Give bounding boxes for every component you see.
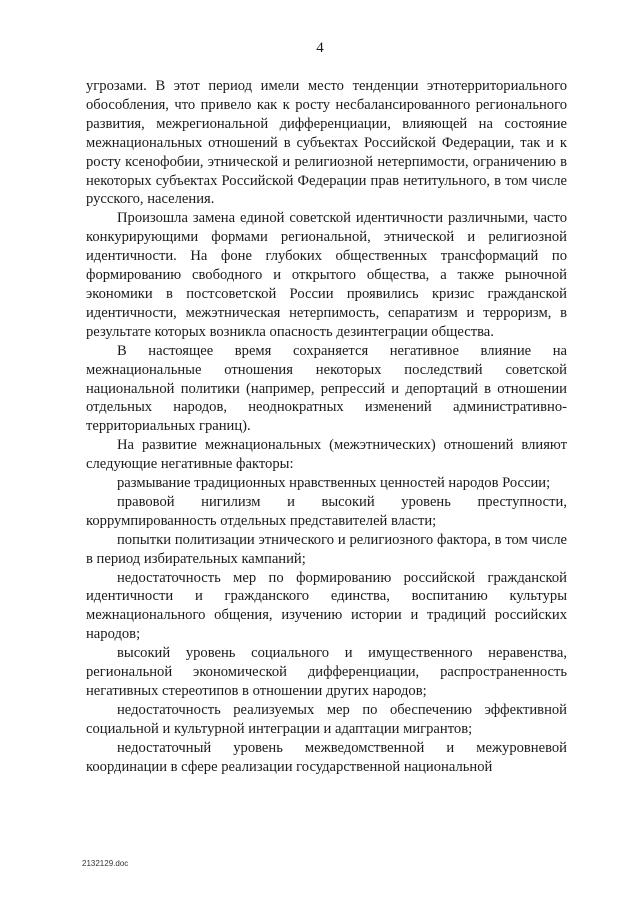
list-item: недостаточность мер по формированию российской гражданской идентичности и гражданского единства, воспитанию культуры межнационального общения, изучению истории и традиций российских народов;: [86, 569, 567, 643]
list-item: недостаточный уровень межведомственной и межуровневой координации в сфере реализации государственной национальной: [86, 739, 567, 775]
list-item: правовой нигилизм и высокий уровень преступности, коррумпированность отдельных представителей власти;: [86, 493, 567, 529]
paragraph: Произошла замена единой советской идентичности различными, часто конкурирующими формами региональной, этнической и религиозной идентичности. На фоне глубоких общественных трансформаций по формированию свободного и открытого общества, а также рыночной экономики в постсоветской России проявились кризис гражданской идентичности, межэтническая нетерпимость, сепаратизм и терроризм, в результате которых возникла опасность дезинтеграции общества.: [86, 210, 567, 340]
page-number: 4: [316, 40, 324, 56]
list-item: попытки политизации этнического и религиозного фактора, в том числе в период избирательных кампаний;: [86, 531, 567, 567]
body-text: [86, 77, 567, 777]
list-item: размывание традиционных нравственных ценностей народов России;: [117, 475, 551, 492]
paragraph: угрозами. В этот период имели место тенденции этнотерриториального обособления, что привело как к росту несбалансированного регионального развития, межрегиональной дифференциации, влияющей на состояние межнациональных отношений в субъектах Российской Федерации, так и к росту ксенофобии, этнической и религиозной нетерпимости, ограничению в некоторых субъектах Российской Федерации прав нетитульного, в том числе русского, населения.: [86, 78, 567, 208]
list-item: высокий уровень социального и имущественного неравенства, региональной экономической дифференциации, распространенность негативных стереотипов в отношении других народов;: [86, 645, 567, 699]
list-item: недостаточность реализуемых мер по обеспечению эффективной социальной и культурной интеграции и адаптации мигрантов;: [86, 701, 567, 737]
paragraph: На развитие межнациональных (межэтнических) отношений влияют следующие негативные факторы:: [86, 437, 567, 473]
footer-filename: 2132129.doc: [82, 859, 129, 868]
paragraph: В настоящее время сохраняется негативное влияние на межнациональные отношения некоторых последствий советской национальной политики (например, репрессий и депортаций в отношении отдельных народов, неоднократных изменений административно-территориальных границ).: [86, 342, 567, 435]
